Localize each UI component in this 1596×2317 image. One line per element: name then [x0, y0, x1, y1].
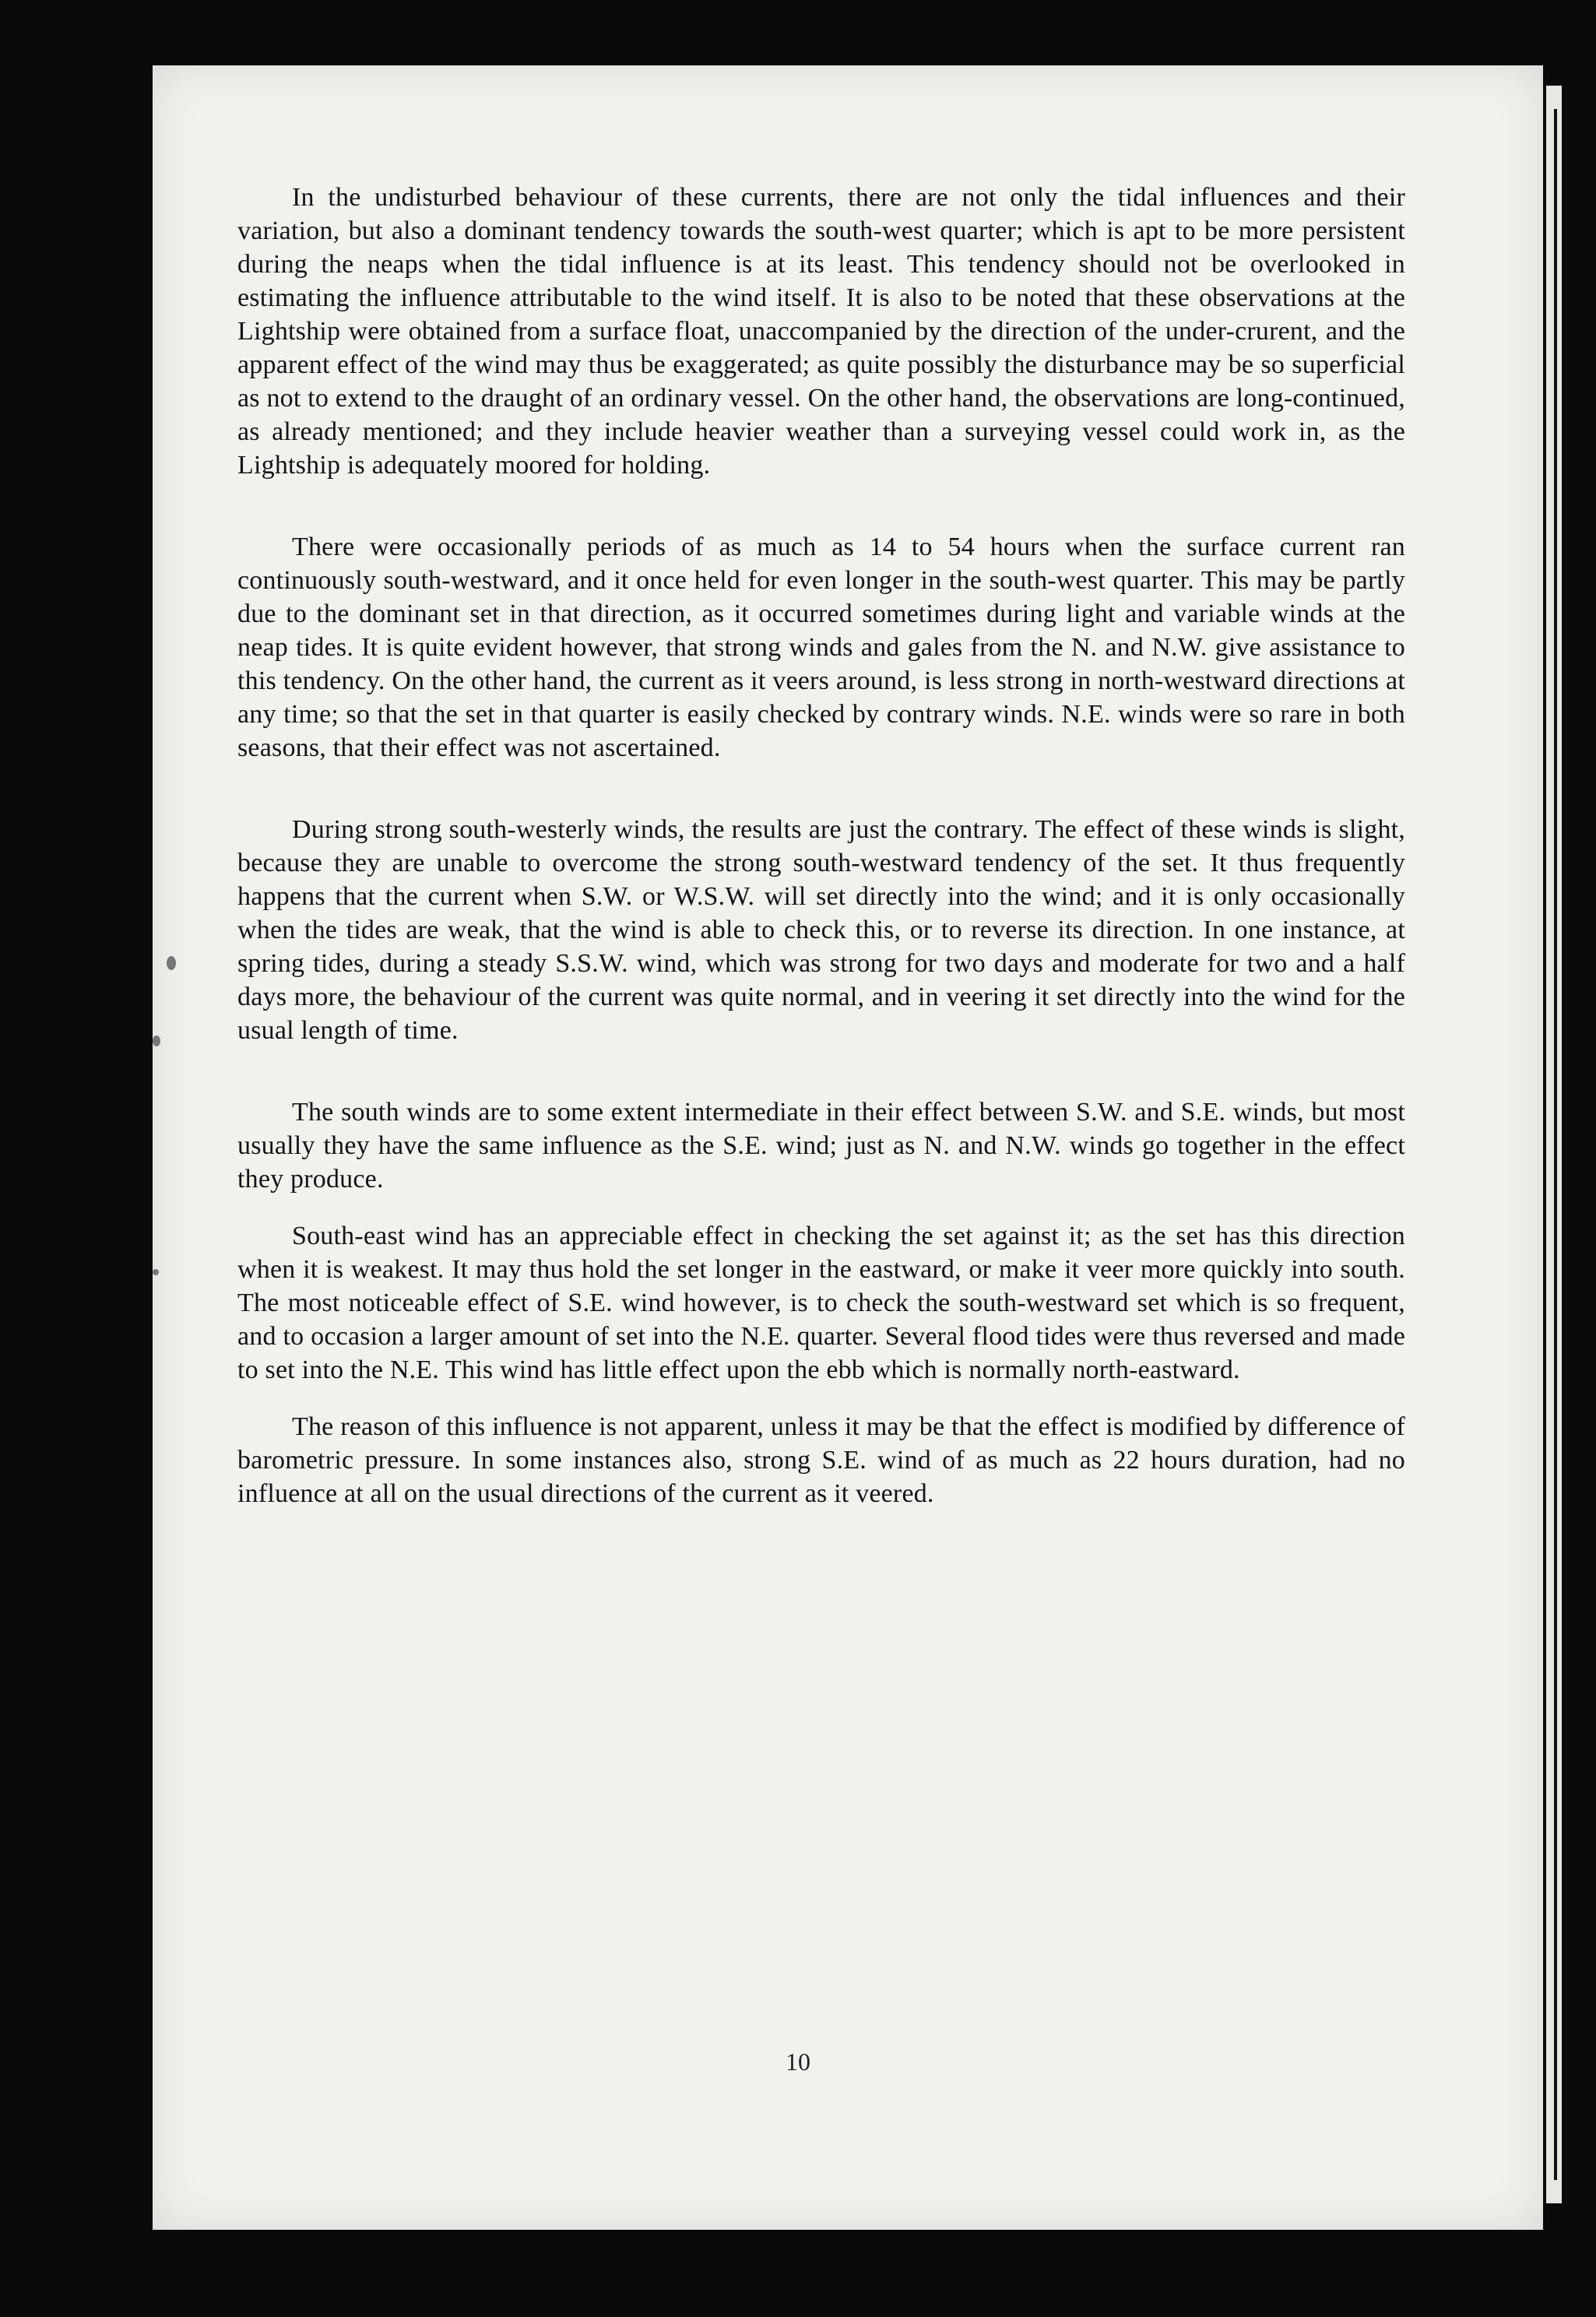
paragraph: The south winds are to some extent intermediate in their effect between S.W. and S.E. winds, but most usually they have the same influence as the S.E. wind; just as N. and N.W. winds go together in the effect they produce. [237, 1098, 1405, 1194]
margin-speck [167, 956, 176, 970]
page-gutter-line [1554, 109, 1557, 2180]
paragraph: There were occasionally periods of as much as 14 to 54 hours when the surface current ran continuously south-westward, and it once held for even longer in the south-west quarter. This may be partly due to the dominant set in that direction, as it occurred sometimes during light and variable winds at the neap tides. It is quite evident however, that strong winds and gales from the N. and N.W. give assistance to this tendency. On the other hand, the current as it veers around, is less strong in north-westward directions at any time; so that the set in that quarter is easily checked by contrary winds. N.E. winds were so rare in both seasons, that their effect was not ascertained. [237, 533, 1405, 762]
paragraph: South-east wind has an appreciable effect in checking the set against it; as the set has this direction when it is weakest. It may thus hold the set longer in the eastward, or make it veer more quickly into south. The most noticeable effect of S.E. wind however, is to check the south-westward set which is so frequent, and to occasion a larger amount of set into the N.E. quarter. Several flood tides were thus reversed and made to set into the N.E. This wind has little effect upon the ebb which is normally north-eastward. [237, 1222, 1405, 1384]
paragraph: The reason of this influence is not apparent, unless it may be that the effect is modified by difference of barometric pressure. In some instances also, strong S.E. wind of as much as 22 hours duration, had no influence at all on the usual directions of the current as it veered. [237, 1412, 1405, 1508]
margin-speck [153, 1035, 160, 1046]
paragraph: In the undisturbed behaviour of these currents, there are not only the tidal influences and their variation, but also a dominant tendency towards the south-west quarter; which is apt to be more persistent during the neaps when the tidal influence is at its least. This tendency should not be overlooked in estimating the influence attributable to the wind itself. It is also to be noted that these observations at the Lightship were obtained from a surface float, unaccompanied by the direction of the under-crurent, and the apparent effect of the wind may thus be exaggerated; as quite possibly the disturbance may be so superficial as not to extend to the draught of an ordinary vessel. On the other hand, the observations are long-continued, as already mentioned; and they include heavier weather than a surveying vessel could work in, as the Lightship is adequately moored for holding. [237, 183, 1405, 480]
page-number: 10 [786, 2048, 810, 2076]
paragraph: During strong south-westerly winds, the results are just the contrary. The effect of these winds is slight, because they are unable to overcome the strong south-westward tendency of the set. It thus frequently happens that the current when S.W. or W.S.W. will set directly into the wind; and it is only occasionally when the tides are weak, that the wind is able to check this, or to reverse its direction. In one instance, at spring tides, during a steady S.S.W. wind, which was strong for two days and moderate for two and a half days more, the behaviour of the current was quite normal, and in veering it set directly into the wind for the usual length of time. [237, 815, 1405, 1045]
document-body [237, 181, 1405, 1559]
margin-speck [153, 1269, 159, 1275]
